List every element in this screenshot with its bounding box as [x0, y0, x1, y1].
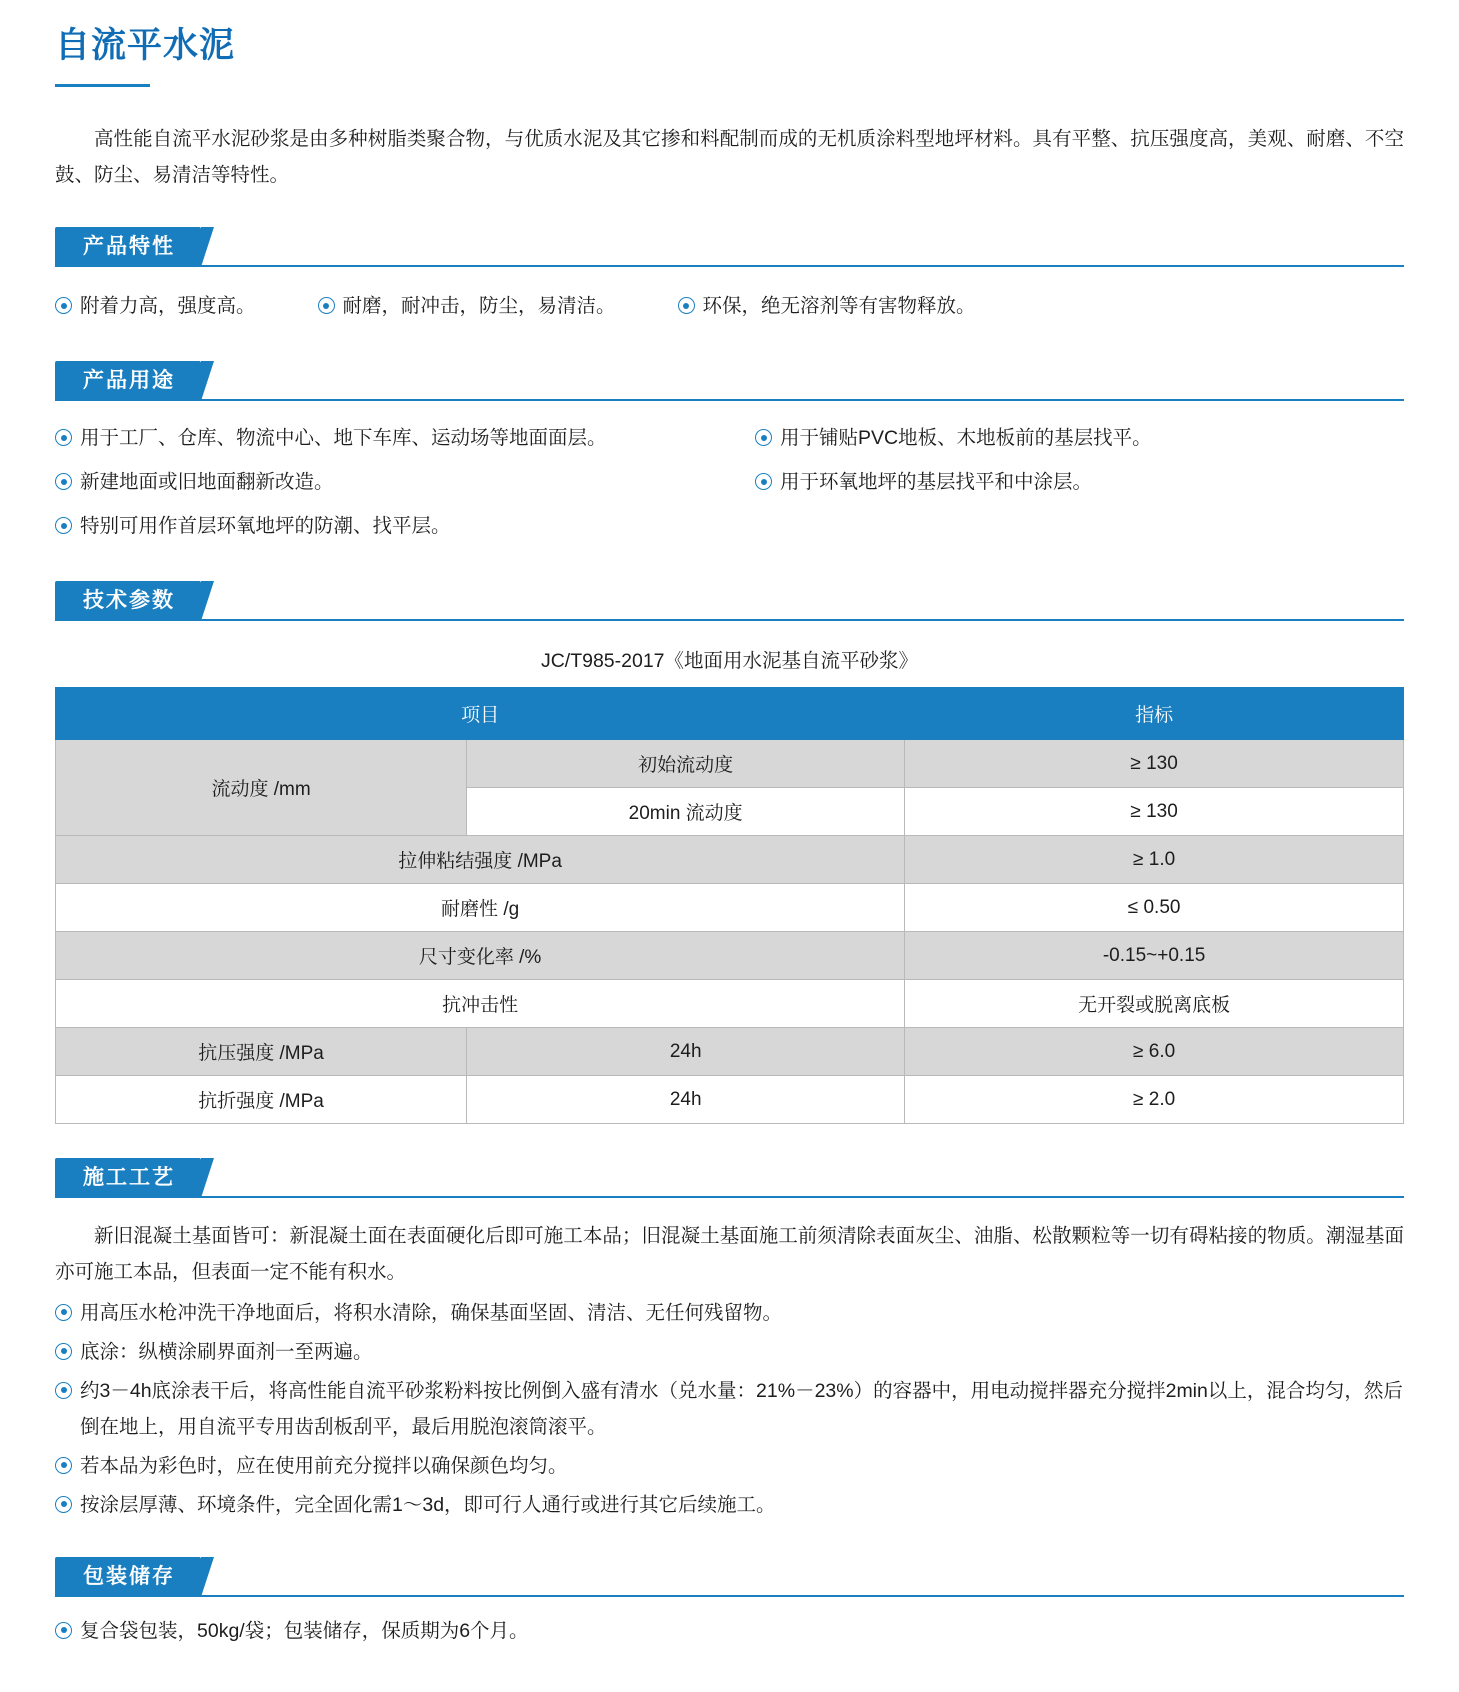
section-title-process: 施工工艺: [55, 1158, 201, 1198]
list-item: [678, 288, 976, 324]
list-item-label: 用于铺贴PVC地板、木地板前的基层找平。: [780, 427, 1152, 450]
process-list: [55, 1295, 1404, 1523]
section-header-tech: [55, 581, 1404, 621]
list-item-label: 新建地面或旧地面翻新改造。: [80, 471, 334, 494]
list-item-label: 附着力高，强度高。: [80, 295, 256, 318]
list-item: [55, 1334, 1404, 1370]
table-row: [56, 1028, 1404, 1076]
list-item: [55, 464, 755, 500]
bullet-circle-icon: [755, 473, 772, 490]
list-item: [55, 420, 755, 456]
bullet-circle-icon: [55, 517, 72, 534]
row-value: ≥ 6.0: [905, 1028, 1404, 1076]
list-item: [318, 288, 616, 324]
list-item-label: 若本品为彩色时，应在使用前充分搅拌以确保颜色均匀。: [80, 1454, 568, 1477]
list-item: [55, 1448, 1404, 1484]
section-title-tech: 技术参数: [55, 581, 201, 621]
table-col-header-item: 项目: [56, 688, 905, 740]
table-row: [56, 932, 1404, 980]
row-name: 尺寸变化率 /%: [56, 932, 905, 980]
title-underline: [55, 84, 150, 87]
table-row: [56, 884, 1404, 932]
intro-paragraph: 高性能自流平水泥砂浆是由多种树脂类聚合物，与优质水泥及其它掺和料配制而成的无机质涂料型地坪材料。具有平整、抗压强度高，美观、耐磨、不空鼓、防尘、易清洁等特性。: [55, 128, 1404, 187]
section-features: [55, 227, 1404, 327]
bullet-circle-icon: [55, 1382, 72, 1399]
list-item-label: 底涂：纵横涂刷界面剂一至两遍。: [80, 1340, 373, 1363]
bullet-circle-icon: [55, 1304, 72, 1321]
bullet-circle-icon: [55, 297, 72, 314]
section-rule-packaging: [55, 1595, 1404, 1597]
bullet-circle-icon: [55, 1457, 72, 1474]
list-item-label: 环保，绝无溶剂等有害物释放。: [702, 295, 976, 318]
row-sub: 24h: [467, 1076, 905, 1124]
features-list: [55, 285, 1404, 327]
table-row: [56, 740, 1404, 788]
section-header-features: [55, 227, 1404, 267]
list-item-label: 特别可用作首层环氧地坪的防潮、找平层。: [80, 515, 451, 538]
section-header-uses: [55, 361, 1404, 401]
row-name: 流动度 /mm: [56, 740, 467, 836]
row-name: 抗折强度 /MPa: [56, 1076, 467, 1124]
section-packaging: [55, 1557, 1404, 1649]
bullet-circle-icon: [55, 1496, 72, 1513]
bullet-circle-icon: [678, 297, 695, 314]
list-item-label: 耐磨，耐冲击，防尘，易清洁。: [342, 295, 616, 318]
list-item: [55, 288, 256, 324]
list-item: [55, 1613, 1404, 1649]
bullet-circle-icon: [755, 429, 772, 446]
section-header-packaging: [55, 1557, 1404, 1597]
list-item: [755, 464, 1404, 500]
section-title-features: 产品特性: [55, 227, 201, 267]
row-value: 无开裂或脱离底板: [905, 980, 1404, 1028]
row-name: 抗压强度 /MPa: [56, 1028, 467, 1076]
list-item-label: 约3－4h底涂表干后，将高性能自流平砂浆粉料按比例倒入盛有清水（兑水量：21%－23%）的容器中，用电动搅拌器充分搅拌2min以上，混合均匀，然后倒在地上，用自流平专用齿刮板刮平，最后用脱泡滚筒滚平。: [80, 1379, 1403, 1438]
section-rule-uses: [55, 399, 1404, 401]
tech-spec-table: [55, 687, 1404, 1124]
section-process: [55, 1158, 1404, 1523]
table-row: [56, 980, 1404, 1028]
row-value: ≥ 130: [905, 740, 1404, 788]
table-header-row: [56, 688, 1404, 740]
section-header-process: [55, 1158, 1404, 1198]
table-caption: JC/T985-2017《地面用水泥基自流平砂浆》: [540, 650, 919, 673]
row-value: ≤ 0.50: [905, 884, 1404, 932]
bullet-circle-icon: [55, 1343, 72, 1360]
row-sub: 20min 流动度: [467, 788, 905, 836]
page-title: 自流平水泥: [55, 26, 236, 65]
list-item: [55, 1295, 1404, 1331]
row-name: 抗冲击性: [56, 980, 905, 1028]
uses-list: [55, 417, 1404, 547]
list-item-label: 复合袋包装，50kg/袋；包装储存，保质期为6个月。: [80, 1619, 529, 1642]
row-value: -0.15~+0.15: [905, 932, 1404, 980]
row-sub: 初始流动度: [467, 740, 905, 788]
list-item: [755, 420, 1404, 456]
row-value: ≥ 1.0: [905, 836, 1404, 884]
list-item: [55, 508, 755, 544]
section-rule-tech: [55, 619, 1404, 621]
process-paragraph: 新旧混凝土基面皆可：新混凝土面在表面硬化后即可施工本品；旧混凝土基面施工前须清除表面灰尘、油脂、松散颗粒等一切有碍粘接的物质。潮湿基面亦可施工本品，但表面一定不能有积水。: [55, 1225, 1404, 1284]
table-row: [56, 1076, 1404, 1124]
bullet-circle-icon: [318, 297, 335, 314]
section-title-packaging: 包装储存: [55, 1557, 201, 1597]
list-item-label: 用高压水枪冲洗干净地面后，将积水清除，确保基面坚固、清洁、无任何残留物。: [80, 1301, 783, 1324]
section-rule-process: [55, 1196, 1404, 1198]
list-item-label: 用于环氧地坪的基层找平和中涂层。: [780, 471, 1093, 494]
list-item: [55, 1373, 1404, 1445]
bullet-circle-icon: [55, 473, 72, 490]
row-value: ≥ 130: [905, 788, 1404, 836]
table-row: [56, 836, 1404, 884]
section-uses: [55, 361, 1404, 547]
packaging-list: [55, 1613, 1404, 1649]
list-item-label: 用于工厂、仓库、物流中心、地下车库、运动场等地面面层。: [80, 427, 607, 450]
bullet-circle-icon: [55, 429, 72, 446]
row-value: ≥ 2.0: [905, 1076, 1404, 1124]
row-name: 耐磨性 /g: [56, 884, 905, 932]
section-title-uses: 产品用途: [55, 361, 201, 401]
list-item-label: 按涂层厚薄、环境条件，完全固化需1～3d，即可行人通行或进行其它后续施工。: [80, 1493, 776, 1516]
row-name: 拉伸粘结强度 /MPa: [56, 836, 905, 884]
table-col-header-index: 指标: [905, 688, 1404, 740]
section-rule-features: [55, 265, 1404, 267]
section-tech: [55, 581, 1404, 1124]
bullet-circle-icon: [55, 1622, 72, 1639]
list-item: [55, 1487, 1404, 1523]
row-sub: 24h: [467, 1028, 905, 1076]
